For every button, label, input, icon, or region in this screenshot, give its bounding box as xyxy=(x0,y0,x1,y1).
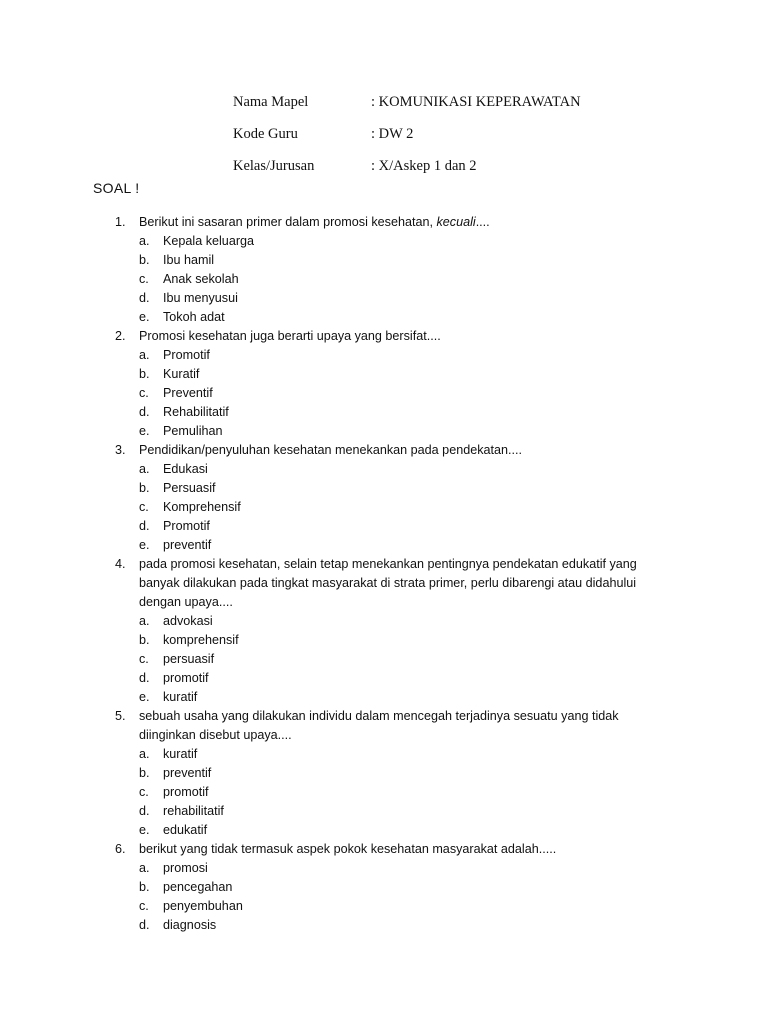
option-text: promotif xyxy=(163,671,209,685)
question-body xyxy=(139,327,655,441)
option-letter: a. xyxy=(139,348,150,362)
question-body xyxy=(139,555,655,707)
option-letter: a. xyxy=(139,234,150,248)
option-item xyxy=(139,536,655,555)
option-text: advokasi xyxy=(163,614,213,628)
option-letter: a. xyxy=(139,614,150,628)
option-text: Preventif xyxy=(163,386,213,400)
header-value: : DW 2 xyxy=(371,125,414,142)
option-item xyxy=(139,688,655,707)
question-5 xyxy=(115,707,655,840)
option-list xyxy=(139,612,655,707)
option-item xyxy=(139,251,655,270)
question-list xyxy=(115,213,655,935)
option-letter: a. xyxy=(139,747,150,761)
option-list xyxy=(139,859,655,935)
option-letter: d. xyxy=(139,671,150,685)
option-list xyxy=(139,460,655,555)
option-text: preventif xyxy=(163,766,212,780)
question-2 xyxy=(115,327,655,441)
option-item xyxy=(139,669,655,688)
option-item xyxy=(139,612,655,631)
option-text: diagnosis xyxy=(163,918,217,932)
question-emphasis: kecuali xyxy=(436,215,476,229)
option-text: Ibu hamil xyxy=(163,253,215,267)
question-text: Berikut ini sasaran primer dalam promosi kesehatan, kecuali.... xyxy=(139,215,490,229)
option-item xyxy=(139,460,655,479)
option-letter: c. xyxy=(139,652,149,666)
option-text: Anak sekolah xyxy=(163,272,239,286)
option-letter: e. xyxy=(139,690,150,704)
option-letter: e. xyxy=(139,310,150,324)
option-letter: e. xyxy=(139,823,150,837)
option-item xyxy=(139,479,655,498)
option-item xyxy=(139,631,655,650)
option-text: Kepala keluarga xyxy=(163,234,255,248)
option-letter: b. xyxy=(139,766,150,780)
question-number: 3. xyxy=(115,443,126,457)
option-text: Komprehensif xyxy=(163,500,241,514)
option-letter: c. xyxy=(139,500,149,514)
question-6 xyxy=(115,840,655,935)
option-letter: d. xyxy=(139,519,150,533)
header-row-mapel xyxy=(233,86,581,118)
option-text: Edukasi xyxy=(163,462,208,476)
option-letter: d. xyxy=(139,291,150,305)
option-item xyxy=(139,232,655,251)
option-text: preventif xyxy=(163,538,212,552)
option-letter: c. xyxy=(139,386,149,400)
header-label: Nama Mapel xyxy=(233,93,309,110)
option-item xyxy=(139,745,655,764)
option-letter: c. xyxy=(139,272,149,286)
header-row-kelas xyxy=(233,150,581,182)
question-text: Promosi kesehatan juga berarti upaya yang bersifat.... xyxy=(139,329,441,343)
option-item xyxy=(139,403,655,422)
question-1 xyxy=(115,213,655,327)
option-letter: b. xyxy=(139,253,150,267)
question-number: 1. xyxy=(115,215,126,229)
question-body xyxy=(139,441,655,555)
option-text: Persuasif xyxy=(163,481,216,495)
option-text: penyembuhan xyxy=(163,899,243,913)
question-body xyxy=(139,213,655,327)
option-letter: c. xyxy=(139,899,149,913)
option-item xyxy=(139,422,655,441)
question-body xyxy=(139,707,655,840)
option-text: Ibu menyusui xyxy=(163,291,238,305)
option-item xyxy=(139,916,655,935)
question-text: berikut yang tidak termasuk aspek pokok kesehatan masyarakat adalah..... xyxy=(139,842,557,856)
option-item xyxy=(139,802,655,821)
header-label: Kelas/Jurusan xyxy=(233,157,315,174)
option-text: komprehensif xyxy=(163,633,239,647)
header-label: Kode Guru xyxy=(233,125,298,142)
option-text: pencegahan xyxy=(163,880,233,894)
option-letter: a. xyxy=(139,462,150,476)
option-item xyxy=(139,346,655,365)
option-text: Tokoh adat xyxy=(163,310,225,324)
option-item xyxy=(139,859,655,878)
question-number: 6. xyxy=(115,842,126,856)
question-number: 4. xyxy=(115,557,126,571)
option-text: Rehabilitatif xyxy=(163,405,229,419)
option-letter: a. xyxy=(139,861,150,875)
soal-heading: SOAL ! xyxy=(93,180,140,196)
option-item xyxy=(139,764,655,783)
option-item xyxy=(139,878,655,897)
option-text: promosi xyxy=(163,861,208,875)
option-item xyxy=(139,897,655,916)
option-item xyxy=(139,365,655,384)
option-list xyxy=(139,346,655,441)
option-item xyxy=(139,821,655,840)
option-item xyxy=(139,517,655,536)
option-text: kuratif xyxy=(163,690,198,704)
option-letter: d. xyxy=(139,918,150,932)
option-item xyxy=(139,384,655,403)
option-text: rehabilitatif xyxy=(163,804,224,818)
header-value: : KOMUNIKASI KEPERAWATAN xyxy=(371,93,581,110)
option-letter: e. xyxy=(139,424,150,438)
option-letter: b. xyxy=(139,367,150,381)
document-header xyxy=(233,86,581,182)
header-row-kode-guru xyxy=(233,118,581,150)
option-letter: c. xyxy=(139,785,149,799)
option-item xyxy=(139,289,655,308)
question-3 xyxy=(115,441,655,555)
header-value: : X/Askep 1 dan 2 xyxy=(371,157,477,174)
option-text: edukatif xyxy=(163,823,208,837)
option-letter: b. xyxy=(139,633,150,647)
option-text: kuratif xyxy=(163,747,198,761)
question-number: 2. xyxy=(115,329,126,343)
option-letter: b. xyxy=(139,880,150,894)
option-letter: d. xyxy=(139,804,150,818)
option-item xyxy=(139,308,655,327)
option-letter: b. xyxy=(139,481,150,495)
option-letter: e. xyxy=(139,538,150,552)
option-list xyxy=(139,745,655,840)
question-body xyxy=(139,840,655,935)
question-text: pada promosi kesehatan, selain tetap menekankan pentingnya pendekatan edukatif yang banyak dilakukan pada tingkat masyarakat di strata primer, perlu dibarengi atau didahului dengan upaya.... xyxy=(139,557,637,609)
option-text: Promotif xyxy=(163,519,210,533)
option-text: Kuratif xyxy=(163,367,200,381)
option-letter: d. xyxy=(139,405,150,419)
question-text: sebuah usaha yang dilakukan individu dalam mencegah terjadinya sesuatu yang tidak diinginkan disebut upaya.... xyxy=(139,709,619,742)
option-text: Pemulihan xyxy=(163,424,223,438)
question-4 xyxy=(115,555,655,707)
option-item xyxy=(139,650,655,669)
question-number: 5. xyxy=(115,709,126,723)
option-text: Promotif xyxy=(163,348,210,362)
option-item xyxy=(139,270,655,289)
option-item xyxy=(139,783,655,802)
option-item xyxy=(139,498,655,517)
option-list xyxy=(139,232,655,327)
option-text: persuasif xyxy=(163,652,215,666)
option-text: promotif xyxy=(163,785,209,799)
question-text: Pendidikan/penyuluhan kesehatan menekankan pada pendekatan.... xyxy=(139,443,523,457)
